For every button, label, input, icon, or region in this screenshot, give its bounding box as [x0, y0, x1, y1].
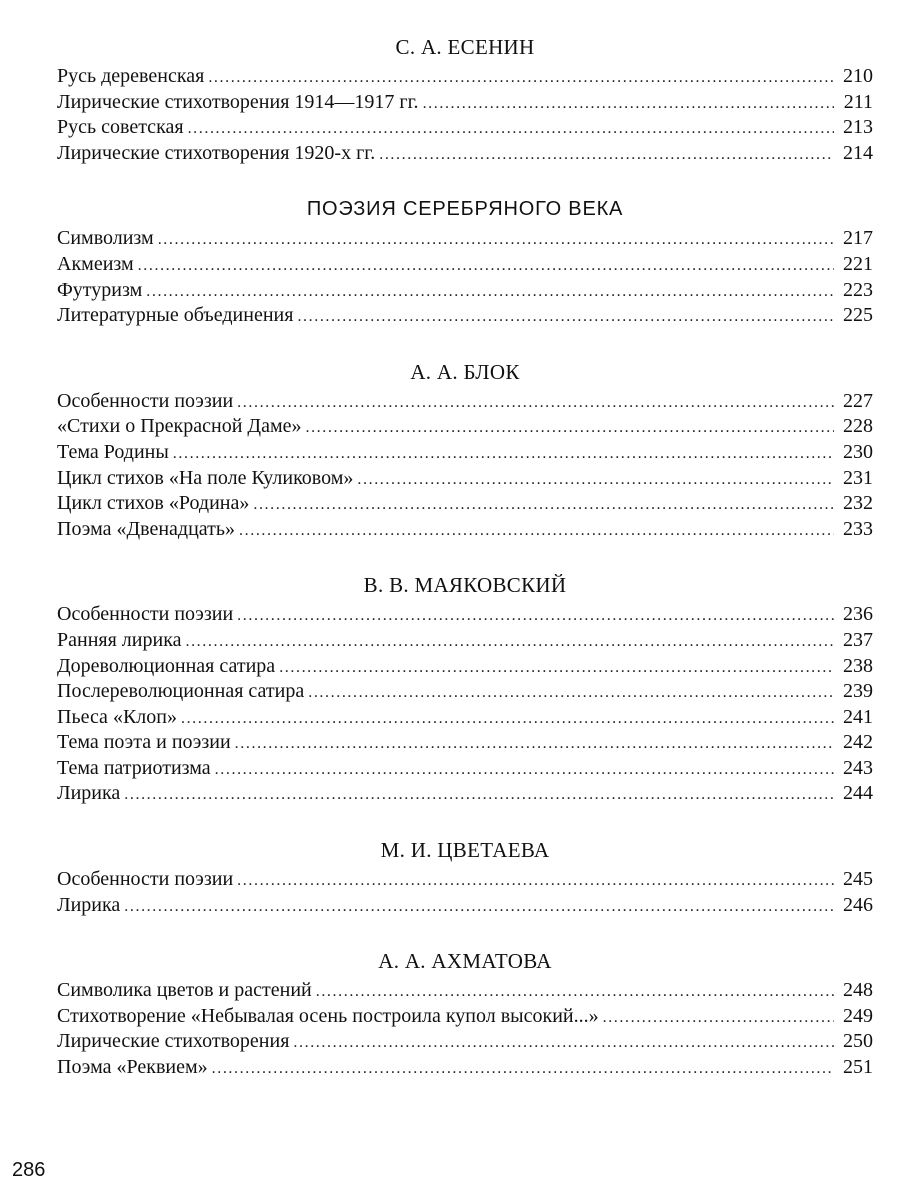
toc-entry-title: Футуризм	[57, 278, 143, 301]
toc-section-mayakovsky	[57, 572, 873, 807]
dot-leader	[237, 390, 834, 416]
toc-entry-title: Цикл стихов «На поле Куликовом»	[57, 466, 354, 489]
toc-entry[interactable]	[57, 278, 873, 304]
dot-leader	[181, 706, 834, 732]
dot-leader	[185, 629, 834, 655]
toc-entry[interactable]	[57, 654, 873, 680]
toc-entry[interactable]	[57, 1004, 873, 1030]
toc-entry-page: 217	[843, 227, 873, 250]
toc-entry-page: 237	[843, 628, 873, 651]
toc-entry[interactable]	[57, 252, 873, 278]
dot-leader	[235, 731, 834, 757]
toc-entry-page: 245	[843, 868, 873, 891]
toc-entry-title: Тема патриотизма	[57, 756, 211, 779]
toc-entry-page: 227	[843, 389, 873, 412]
toc-entry-title: Русь деревенская	[57, 65, 205, 87]
toc-entry-page: 233	[843, 517, 873, 540]
toc-entry-page: 239	[843, 680, 873, 703]
toc-entry-page: 242	[843, 731, 873, 754]
table-of-contents	[57, 34, 873, 1081]
toc-entry[interactable]	[57, 64, 873, 90]
toc-entry-title: Поэма «Двенадцать»	[57, 517, 236, 540]
page-number: 286	[12, 1159, 46, 1181]
dot-leader	[158, 227, 834, 253]
toc-entry-title: Литературные объединения	[57, 304, 294, 327]
dot-leader	[124, 782, 834, 808]
toc-entry-page: 248	[843, 979, 873, 1002]
toc-entry-title: Лирика	[57, 782, 121, 805]
toc-entry-page: 213	[843, 116, 873, 139]
toc-section-tsvetaeva	[57, 837, 873, 918]
toc-entry[interactable]	[57, 303, 873, 329]
toc-entry-page: 225	[843, 304, 873, 327]
toc-entry-title: Акмеизм	[57, 252, 134, 275]
toc-entry[interactable]	[57, 141, 873, 167]
toc-entry-page: 251	[843, 1056, 873, 1079]
toc-entry[interactable]	[57, 115, 873, 141]
toc-entry-page: 236	[843, 603, 873, 626]
toc-entry-page: 231	[843, 466, 873, 489]
dot-leader	[308, 680, 834, 706]
toc-entry-title: Тема Родины	[57, 440, 169, 463]
toc-entry[interactable]	[57, 1029, 873, 1055]
toc-entry[interactable]	[57, 466, 873, 492]
section-title: В. В. МАЯКОВСКИЙ	[363, 573, 567, 598]
dot-leader	[379, 142, 834, 168]
toc-entry-page: 244	[843, 782, 873, 805]
section-title: А. А. АХМАТОВА	[378, 949, 552, 974]
toc-entry-page: 211	[843, 90, 873, 113]
toc-entry[interactable]	[57, 756, 873, 782]
toc-entry[interactable]	[57, 893, 873, 919]
dot-leader	[305, 415, 834, 441]
toc-entry-title: Лирические стихотворения 1914—1917 гг.	[57, 90, 419, 113]
dot-leader	[239, 518, 834, 544]
toc-entry[interactable]	[57, 440, 873, 466]
toc-entry-page: 221	[843, 252, 873, 275]
dot-leader	[423, 91, 834, 117]
toc-entry-title: «Стихи о Прекрасной Даме»	[57, 415, 302, 438]
dot-leader	[253, 492, 834, 518]
toc-entry-title: Особенности поэзии	[57, 389, 234, 412]
section-title: А. А. БЛОК	[410, 359, 520, 384]
toc-entry-title: Ранняя лирика	[57, 628, 182, 651]
toc-entry-page: 243	[843, 756, 873, 779]
toc-entry-page: 250	[843, 1030, 873, 1053]
toc-entry[interactable]	[57, 90, 873, 116]
toc-entry[interactable]	[57, 517, 873, 543]
dot-leader	[603, 1005, 834, 1031]
toc-entry-page: 223	[843, 278, 873, 301]
toc-entry[interactable]	[57, 628, 873, 654]
toc-entry-page: 241	[843, 705, 873, 728]
dot-leader	[146, 279, 834, 305]
toc-entry-page: 238	[843, 654, 873, 677]
toc-entry-title: Лирические стихотворения 1920-х гг.	[57, 141, 376, 164]
toc-entry[interactable]	[57, 978, 873, 1004]
toc-list	[57, 389, 873, 543]
toc-entry-title: Особенности поэзии	[57, 603, 234, 626]
toc-entry-page: 214	[843, 141, 873, 164]
dot-leader	[237, 603, 834, 629]
toc-entry-page: 249	[843, 1004, 873, 1027]
toc-entry[interactable]	[57, 730, 873, 756]
dot-leader	[138, 253, 834, 279]
dot-leader	[124, 894, 834, 920]
toc-entry-title: Послереволюционная сатира	[57, 680, 305, 703]
dot-leader	[173, 441, 834, 467]
toc-entry-page: 232	[843, 492, 873, 515]
toc-list	[57, 602, 873, 807]
toc-entry[interactable]	[57, 781, 873, 807]
dot-leader	[215, 757, 834, 783]
toc-entry[interactable]	[57, 602, 873, 628]
section-title: ПОЭЗИЯ СЕРЕБРЯНОГО ВЕКА	[306, 198, 624, 221]
dot-leader	[316, 979, 834, 1005]
toc-entry[interactable]	[57, 705, 873, 731]
toc-entry-title: Поэма «Реквием»	[57, 1056, 208, 1079]
toc-entry[interactable]	[57, 1055, 873, 1081]
toc-entry-title: Стихотворение «Небывалая осень построила купол высокий...»	[57, 1004, 599, 1027]
toc-entry-title: Символизм	[57, 227, 154, 250]
toc-entry-title: Особенности поэзии	[57, 868, 234, 891]
section-title: С. А. ЕСЕНИН	[395, 35, 535, 59]
dot-leader	[279, 655, 834, 681]
toc-list	[57, 978, 873, 1080]
toc-entry-title: Цикл стихов «Родина»	[57, 492, 250, 515]
toc-entry[interactable]	[57, 226, 873, 252]
dot-leader	[208, 65, 834, 91]
toc-entry-title: Пьеса «Клоп»	[57, 705, 177, 728]
dot-leader	[357, 467, 834, 493]
toc-section-silver-age	[57, 196, 873, 328]
toc-list	[57, 867, 873, 918]
toc-entry-page: 228	[843, 415, 873, 438]
dot-leader	[237, 868, 834, 894]
toc-entry-title: Символика цветов и растений	[57, 979, 312, 1002]
dot-leader	[293, 1030, 834, 1056]
toc-entry-title: Дореволюционная сатира	[57, 654, 276, 677]
dot-leader	[297, 304, 834, 330]
toc-entry[interactable]	[57, 867, 873, 893]
toc-section-blok	[57, 359, 873, 543]
toc-entry[interactable]	[57, 389, 873, 415]
toc-entry[interactable]	[57, 491, 873, 517]
toc-list	[57, 64, 873, 166]
dot-leader	[188, 116, 834, 142]
toc-entry-title: Тема поэта и поэзии	[57, 731, 231, 754]
toc-section-esenin	[57, 34, 873, 166]
toc-entry-page: 210	[843, 65, 873, 87]
dot-leader	[212, 1056, 834, 1082]
toc-entry[interactable]	[57, 414, 873, 440]
toc-section-akhmatova	[57, 948, 873, 1080]
section-title: М. И. ЦВЕТАЕВА	[380, 838, 550, 863]
toc-entry-title: Лирические стихотворения	[57, 1030, 290, 1053]
toc-list	[57, 226, 873, 328]
toc-entry-page: 230	[843, 440, 873, 463]
toc-entry-title: Русь советская	[57, 116, 184, 139]
toc-entry-page: 246	[843, 893, 873, 916]
toc-entry-title: Лирика	[57, 893, 121, 916]
toc-entry[interactable]	[57, 679, 873, 705]
